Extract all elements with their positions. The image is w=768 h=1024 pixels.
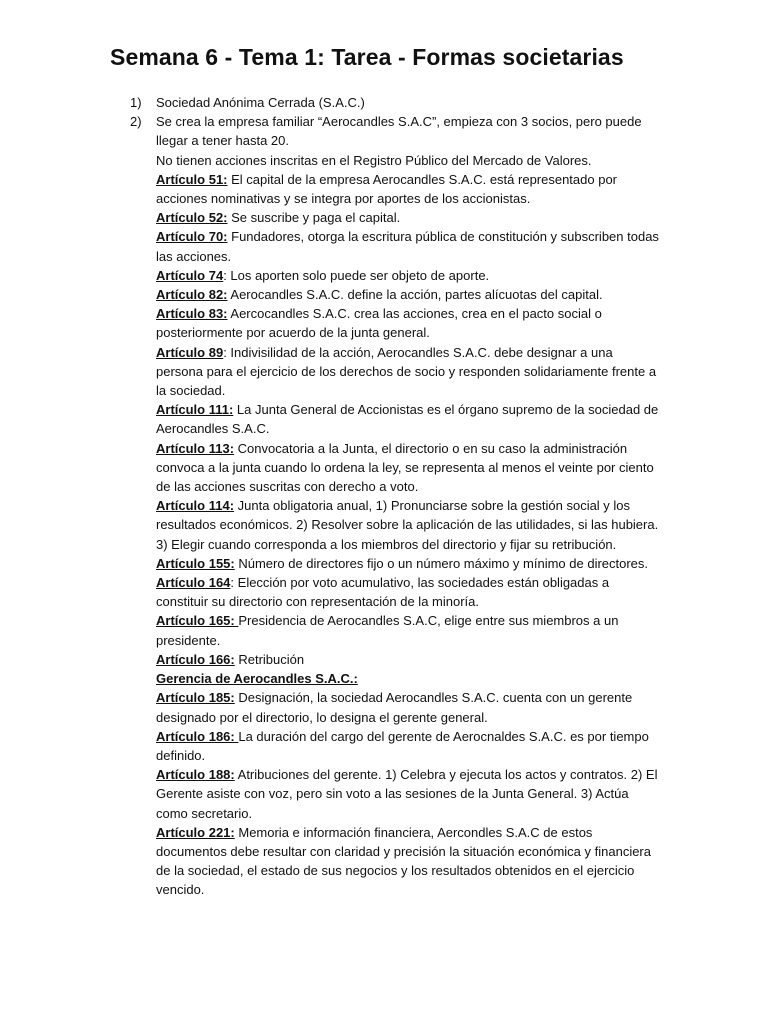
article-text: La duración del cargo del gerente de Aerocnaldes S.A.C. es por tiempo definido.	[156, 728, 649, 763]
article-paragraph	[156, 304, 660, 342]
article-text: Presidencia de Aerocandles S.A.C, elige entre sus miembros a un presidente.	[156, 613, 619, 648]
article-paragraph	[156, 439, 660, 497]
list-item	[130, 112, 660, 150]
article-label: Artículo 155:	[156, 555, 235, 571]
page-title: Semana 6 - Tema 1: Tarea - Formas societarias	[110, 44, 624, 70]
article-text: Junta obligatoria anual, 1) Pronunciarse sobre la gestión social y los resultados económicos. 2) Resolver sobre la aplicación de las utilidades, si las hubiera. 3) Elegir cuando corresponda a los miembros del directorio y fijar su retribución.	[156, 498, 659, 552]
article-paragraph	[156, 227, 660, 265]
article-paragraph	[156, 554, 660, 573]
article-label: Artículo 113:	[156, 440, 235, 456]
list-number: 1)	[130, 95, 142, 110]
article-label: Artículo 185:	[156, 690, 235, 706]
article-text: Aercocandles S.A.C. crea las acciones, crea en el pacto social o posteriormente por acuerdo de la junta general.	[156, 306, 602, 341]
article-text: : Los aporten solo puede ser objeto de aporte.	[223, 267, 490, 283]
article-label: Artículo 165:	[156, 613, 239, 629]
article-paragraph	[156, 208, 660, 227]
article-label: Artículo 188:	[156, 767, 235, 783]
article-paragraph	[156, 573, 660, 611]
article-label: Artículo 114:	[156, 498, 235, 514]
article-text: Número de directores fijo o un número máximo y mínimo de directores.	[234, 555, 649, 571]
article-paragraph	[156, 343, 660, 401]
article-text: Memoria e información financiera, Aercondles S.A.C de estos documentos debe resultar con claridad y precisión la situación económica y financiera de la sociedad, el estado de sus negocios y los resultados obtenidos en el ejercicio vencido.	[156, 824, 651, 898]
article-paragraphs	[156, 170, 660, 900]
article-label: Artículo 164	[156, 575, 231, 591]
article-label: Artículo 166:	[156, 651, 235, 667]
list-item-text: Sociedad Anónima Cerrada (S.A.C.)	[156, 95, 365, 110]
document-content	[130, 93, 660, 900]
list-item	[130, 93, 660, 112]
article-text: Retribución	[234, 651, 305, 667]
article-paragraph	[156, 496, 660, 554]
article-paragraph	[156, 266, 660, 285]
article-label: Gerencia de Aerocandles S.A.C.:	[156, 671, 358, 687]
intro-paragraph: No tienen acciones inscritas en el Registro Público del Mercado de Valores.	[156, 152, 592, 168]
article-label: Artículo 221:	[156, 824, 235, 840]
article-text: Convocatoria a la Junta, el directorio o en su caso la administración convoca a la junta cuando lo ordena la ley, se representa al menos el veinte por ciento de las acciones suscritas con derecho a voto.	[156, 440, 654, 495]
article-label: Artículo 186:	[156, 728, 239, 744]
article-text: Aerocandles S.A.C. define la acción, partes alícuotas del capital.	[227, 287, 603, 303]
article-label: Artículo 70:	[156, 229, 228, 245]
article-paragraph	[156, 650, 660, 669]
article-text: La Junta General de Accionistas es el órgano supremo de la sociedad de Aerocandles S.A.C.	[156, 402, 659, 437]
article-paragraph	[156, 669, 660, 688]
article-label: Artículo 89	[156, 344, 224, 360]
article-text: Fundadores, otorga la escritura pública de constitución y subscriben todas las acciones.	[156, 229, 659, 264]
list-number: 2)	[130, 114, 142, 130]
article-label: Artículo 83:	[156, 306, 228, 322]
article-paragraph	[156, 170, 660, 208]
article-label: Artículo 82:	[156, 287, 228, 303]
article-text: Atribuciones del gerente. 1) Celebra y ejecuta los actos y contratos. 2) El Gerente asiste con voz, pero sin voto a las sesiones de la Junta General. 3) Actúa como secretario.	[156, 767, 658, 821]
article-text: Se suscribe y paga el capital.	[227, 210, 401, 226]
article-paragraph	[156, 400, 660, 438]
article-label: Artículo 52:	[156, 210, 228, 226]
article-list	[130, 151, 660, 900]
article-paragraph	[156, 285, 660, 304]
article-paragraph	[156, 727, 660, 765]
article-paragraph	[156, 688, 660, 726]
article-paragraph	[156, 611, 660, 649]
article-text: : Elección por voto acumulativo, las sociedades están obligadas a constituir su directorio con representación de la minoría.	[156, 575, 610, 610]
article-paragraph	[156, 823, 660, 900]
article-text: El capital de la empresa Aerocandles S.A.C. está representado por acciones nominativas y se integra por aportes de los accionistas.	[156, 171, 618, 207]
article-paragraph	[156, 765, 660, 823]
article-text: : Indivisilidad de la acción, Aerocandles S.A.C. debe designar a una persona para el ejercicio de los derechos de socio y responden solidariamente frente a la sociedad.	[156, 344, 657, 399]
article-label: Artículo 51:	[156, 171, 228, 187]
list-item-text: Se crea la empresa familiar “Aerocandles S.A.C”, empieza con 3 socios, pero puede llegar a tener hasta 20.	[156, 114, 642, 149]
article-label: Artículo 74	[156, 267, 224, 283]
article-label: Artículo 111:	[156, 402, 234, 418]
article-text: Designación, la sociedad Aerocandles S.A.C. cuenta con un gerente designado por el directorio, lo designa el gerente general.	[156, 690, 633, 725]
